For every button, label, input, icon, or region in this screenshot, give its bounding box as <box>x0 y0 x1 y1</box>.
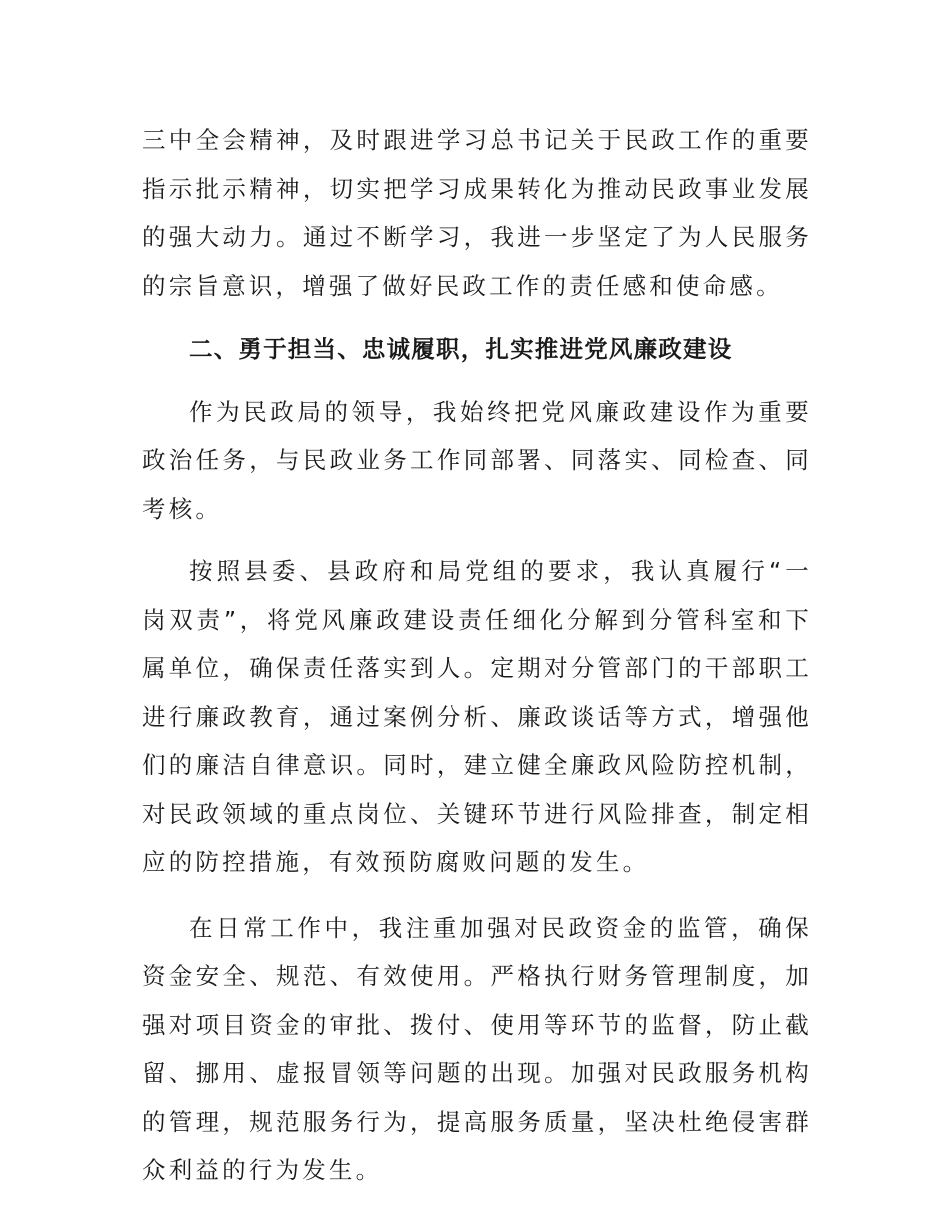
paragraph-continuation: 三中全会精神，及时跟进学习总书记关于民政工作的重要指示批示精神，切实把学习成果转化为推动民政事业发展的强大动力。通过不断学习，我进一步坚定了为人民服务的宗旨意识，增强了做好民政工作的责任感和使命感。 <box>142 126 812 300</box>
paragraph-party-building: 作为民政局的领导，我始终把党风廉政建设作为重要政治任务，与民政业务工作同部署、同落实、同检查、同考核。 <box>142 397 812 523</box>
paragraph-fund-supervision: 在日常工作中，我注重加强对民政资金的监管，确保资金安全、规范、有效使用。严格执行财务管理制度，加强对项目资金的审批、拨付、使用等环节的监督，防止截留、挪用、虚报冒领等问题的出现。加强对民政服务机构的管理，规范服务行为，提高服务质量，坚决杜绝侵害群众利益的行为发生。 <box>142 913 812 1184</box>
paragraph-responsibility: 按照县委、县政府和局党组的要求，我认真履行“一岗双责”，将党风廉政建设责任细化分解到分管科室和下属单位，确保责任落实到人。定期对分管部门的干部职工进行廉政教育，通过案例分析、廉政谈话等方式，增强他们的廉洁自律意识。同时，建立健全廉政风险防控机制，对民政领域的重点岗位、关键环节进行风险排查，制定相应的防控措施，有效预防腐败问题的发生。 <box>142 557 812 876</box>
section-heading: 二、勇于担当、忠诚履职，扎实推进党风廉政建设 <box>189 335 733 363</box>
document-page <box>142 116 812 1195</box>
